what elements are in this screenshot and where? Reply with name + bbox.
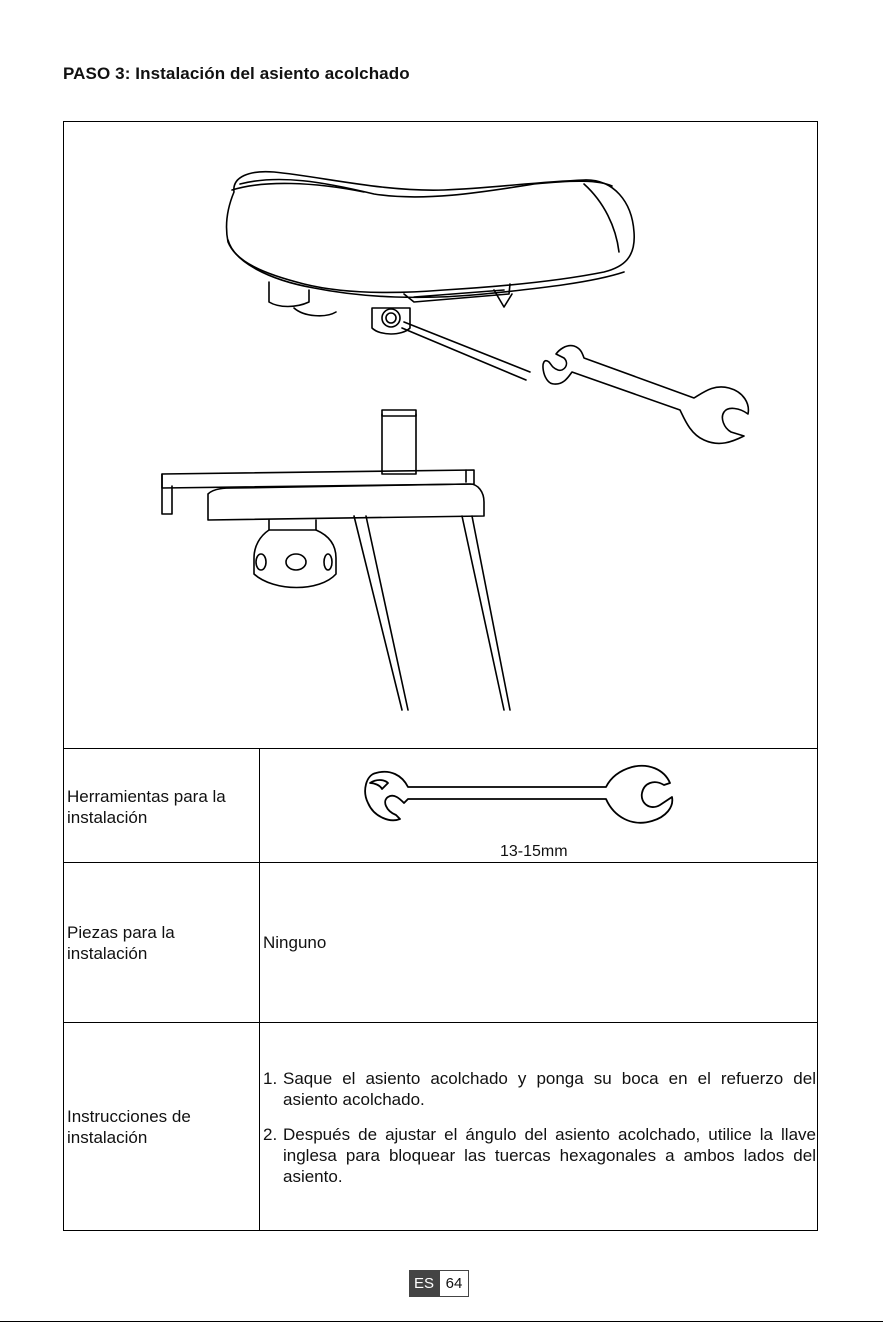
instruction-step <box>263 1124 816 1187</box>
table-divider <box>64 748 817 749</box>
parts-label: Piezas para la instalación <box>67 923 175 963</box>
table-divider <box>64 862 817 863</box>
page-number: 64 <box>439 1270 469 1297</box>
step-text: Saque el asiento acolchado y ponga su boca en el refuerzo del asiento acolchado. <box>283 1069 816 1109</box>
seat-post-illustration <box>162 410 510 710</box>
language-badge: ES <box>409 1270 439 1297</box>
tools-label: Herramientas para la instalación <box>67 787 226 827</box>
step-text: Después de ajustar el ángulo del asiento acolchado, utilice la llave inglesa para bloquear las tuercas hexagonales a ambos lados del asiento. <box>283 1125 816 1186</box>
instruction-step <box>263 1068 816 1110</box>
instruction-table <box>63 121 818 1231</box>
bottom-rule <box>0 1321 883 1322</box>
instruction-steps <box>263 1068 816 1201</box>
page-title: PASO 3: Instalación del asiento acolchado <box>63 64 410 83</box>
step-number: 2. <box>263 1125 278 1144</box>
table-column-divider <box>259 748 260 1231</box>
seat-installation-illustration <box>64 122 817 748</box>
seat-illustration <box>227 172 635 380</box>
instructions-label: Instrucciones de instalación <box>67 1107 191 1147</box>
wrench-size-label: 13-15mm <box>500 843 568 860</box>
parts-value: Ninguno <box>263 933 327 952</box>
page-footer <box>409 1270 469 1297</box>
step-number: 1. <box>263 1069 278 1088</box>
wrench-illustration <box>543 346 748 444</box>
wrench-tool-icon <box>360 761 676 833</box>
table-divider <box>64 1022 817 1023</box>
